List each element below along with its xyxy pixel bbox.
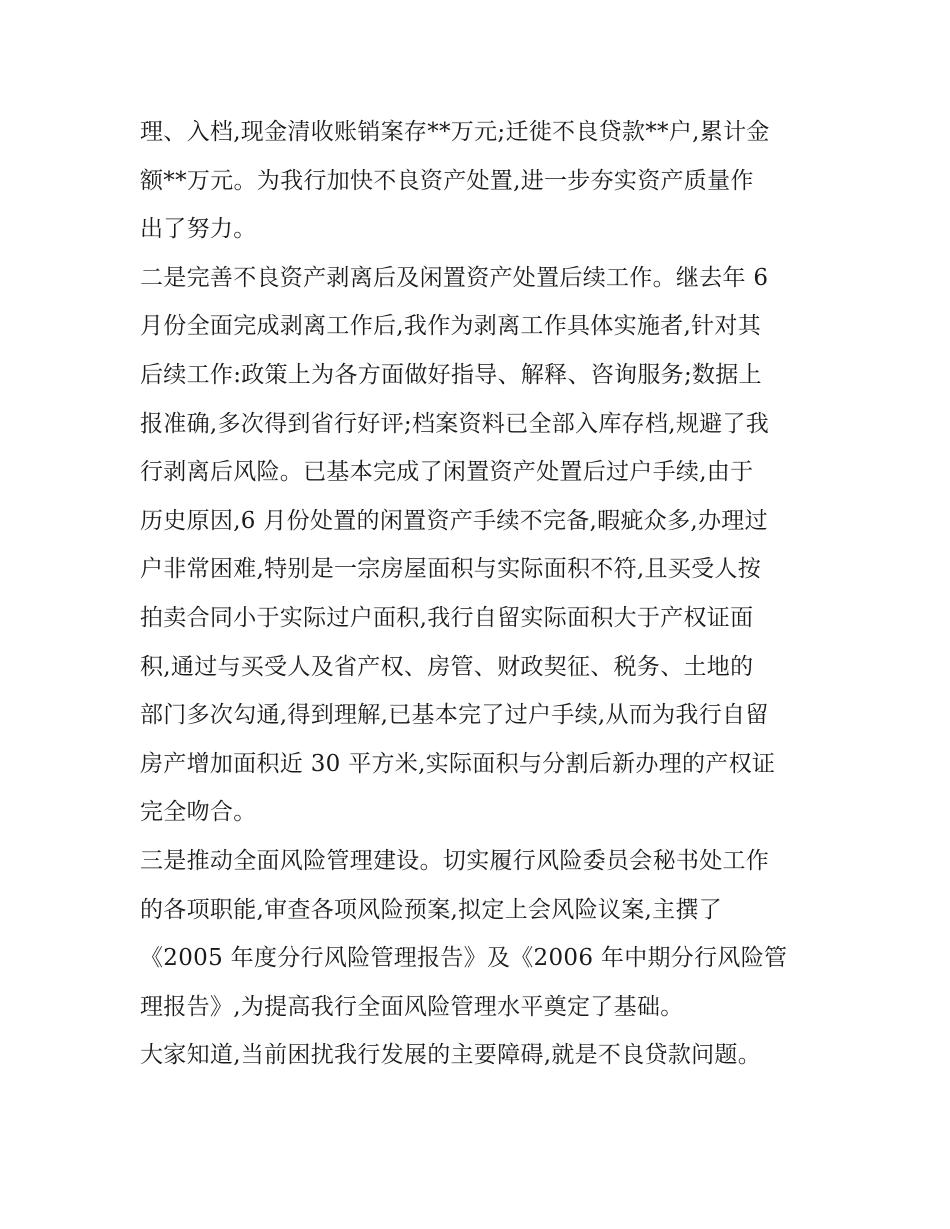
text-line-4: 二是完善不良资产剥离后及闲置资产处置后续工作。继去年 6 xyxy=(140,264,769,291)
text-line-13: 部门多次勾通,得到理解,已基本完了过户手续,从而为我行自留 xyxy=(140,702,769,729)
text-line-10: 户非常困难,特别是一宗房屋面积与实际面积不符,且买受人按 xyxy=(140,556,762,583)
text-line-3: 出了努力。 xyxy=(140,216,257,243)
text-line-15: 完全吻合。 xyxy=(140,799,257,826)
text-line-2: 额**万元。为我行加快不良资产处置,进一步夯实资产质量作 xyxy=(140,167,754,194)
text-line-9: 历史原因,6 月份处置的闲置资产手续不完备,暇疵众多,办理过 xyxy=(140,507,768,534)
text-line-11: 拍卖合同小于实际过户面积,我行自留实际面积大于产权证面 xyxy=(140,604,754,631)
text-line-18: 《2005 年度分行风险管理报告》及《2006 年中期分行风险管 xyxy=(140,945,788,972)
text-line-14: 房产增加面积近 30 平方米,实际面积与分割后新办理的产权证 xyxy=(140,750,776,777)
text-line-7: 报准确,多次得到省行好评;档案资料已全部入库存档,规避了我 xyxy=(140,410,770,437)
text-line-16: 三是推动全面风险管理建设。切实履行风险委员会秘书处工作 xyxy=(140,847,770,874)
text-line-17: 的各项职能,审查各项风险预案,拟定上会风险议案,主撰了 xyxy=(140,896,723,923)
text-line-6: 后续工作:政策上为各方面做好指导、解释、咨询服务;数据上 xyxy=(140,361,762,388)
text-line-8: 行剥离后风险。已基本完成了闲置资产处置后过户手续,由于 xyxy=(140,459,754,486)
text-line-5: 月份全面完成剥离工作后,我作为剥离工作具体实施者,针对其 xyxy=(140,313,762,340)
document-body xyxy=(140,108,820,1080)
text-line-19: 理报告》,为提高我行全面风险管理水平奠定了基础。 xyxy=(140,993,684,1020)
text-line-1: 理、入档,现金清收账销案存**万元;迁徙不良贷款**户,累计金 xyxy=(140,119,770,145)
text-line-12: 积,通过与买受人及省产权、房管、财政契征、税务、土地的 xyxy=(140,653,754,680)
text-line-20: 大家知道,当前困扰我行发展的主要障碍,就是不良贷款问题。 xyxy=(140,1042,762,1069)
